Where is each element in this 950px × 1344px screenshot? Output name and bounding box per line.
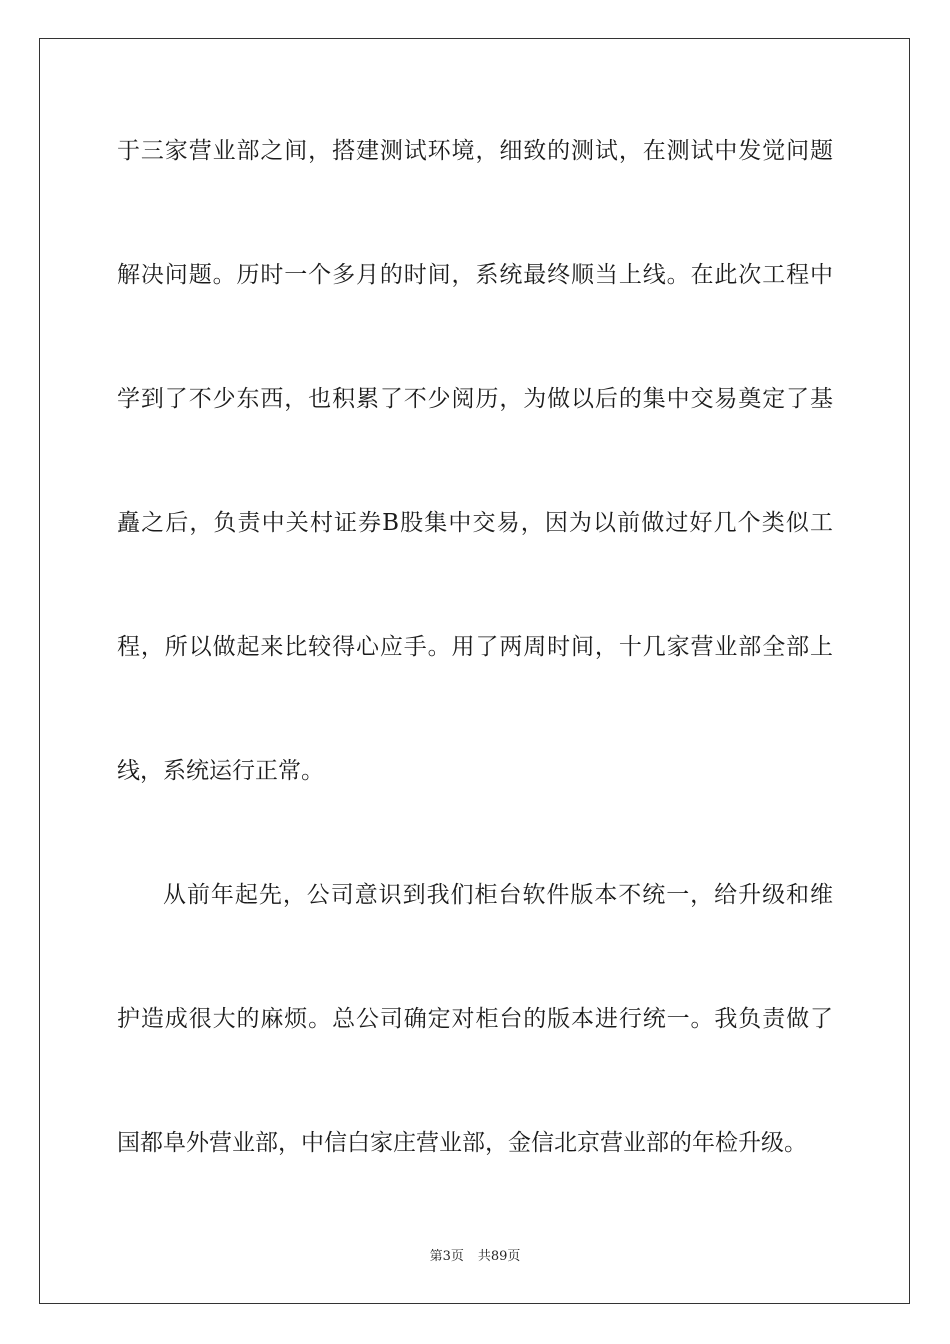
page-border [39, 38, 910, 1304]
total-pages: 共89页 [477, 1249, 521, 1264]
body-text-line-1: 于三家营业部之间，搭建测试环境，细致的测试，在测试中发觉问题 [117, 138, 833, 164]
paragraph-2-line-1: 从前年起先，公司意识到我们柜台软件版本不统一，给升级和维 [163, 882, 833, 908]
body-text-line-4: 矗之后，负责中关村证券B股集中交易，因为以前做过好几个类似工 [117, 510, 833, 536]
body-text-line-5: 程，所以做起来比较得心应手。用了两周时间，十几家营业部全部上 [117, 634, 833, 660]
body-text-line-2: 解决问题。历时一个多月的时间，系统最终顺当上线。在此次工程中 [117, 262, 833, 288]
page-footer [0, 1248, 950, 1266]
body-text-line-6: 线，系统运行正常。 [117, 758, 324, 784]
body-text-line-3: 学到了不少东西，也积累了不少阅历，为做以后的集中交易奠定了基 [117, 386, 833, 412]
page-number: 第3页 [429, 1249, 464, 1264]
paragraph-2-line-3: 国都阜外营业部，中信白家庄营业部，金信北京营业部的年检升级。 [117, 1130, 807, 1156]
paragraph-2-line-2: 护造成很大的麻烦。总公司确定对柜台的版本进行统一。我负责做了 [117, 1006, 833, 1032]
